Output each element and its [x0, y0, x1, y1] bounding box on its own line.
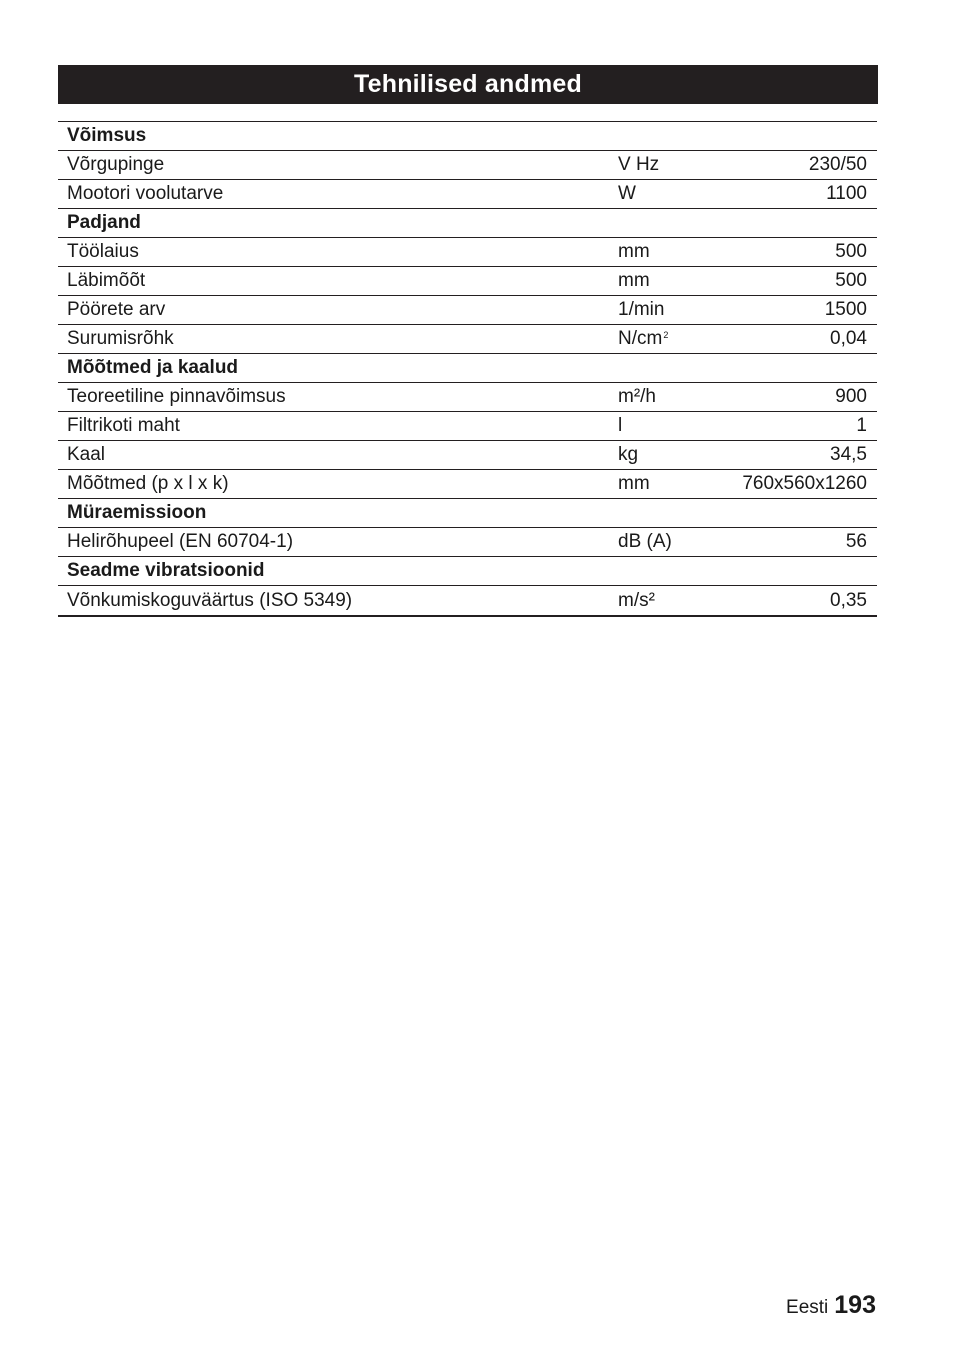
- page-title: [58, 65, 878, 104]
- page-title-text: Tehnilised andmed: [354, 70, 582, 98]
- table-row: [58, 412, 877, 441]
- value-cell: 1: [856, 415, 867, 436]
- page-number: 193: [834, 1291, 876, 1319]
- table-row: [58, 383, 877, 412]
- parameter-name: Mõõtmed (p x l x k): [67, 473, 229, 494]
- unit-cell: kg: [618, 444, 639, 465]
- parameter-name: Võrgupinge: [67, 154, 165, 175]
- parameter-name: Läbimõõt: [67, 270, 146, 291]
- table-row: [58, 151, 877, 180]
- table-row: [58, 586, 877, 615]
- parameter-name: Surumisrõhk: [67, 328, 174, 349]
- section-label: Seadme vibratsioonid: [67, 560, 265, 581]
- page-footer: [786, 1291, 876, 1320]
- value-cell: 1500: [824, 299, 867, 320]
- value-cell: 900: [835, 386, 867, 407]
- parameter-name: Filtrikoti maht: [67, 415, 180, 436]
- table-row: [58, 470, 877, 499]
- value-cell: 0,35: [830, 589, 867, 611]
- parameter-name: Töölaius: [67, 241, 139, 262]
- section-row-pad: [58, 209, 877, 238]
- value-cell: 230/50: [808, 154, 867, 175]
- unit-text: N/cm: [618, 328, 663, 349]
- unit-cell: mm: [618, 473, 650, 494]
- value-cell: 0,04: [830, 328, 867, 349]
- parameter-name: Mootori voolutarve: [67, 183, 224, 204]
- section-label: Mõõtmed ja kaalud: [67, 357, 239, 378]
- table-row: [58, 180, 877, 209]
- section-label: Padjand: [67, 212, 141, 233]
- unit-cell: [618, 328, 718, 350]
- unit-cell: l: [618, 415, 623, 436]
- parameter-name: Kaal: [67, 444, 106, 465]
- parameter-name: Võnkumiskoguväärtus (ISO 5349): [67, 589, 353, 611]
- unit-cell: mm: [618, 241, 650, 262]
- unit-cell: V Hz: [618, 154, 660, 175]
- table-row: [58, 528, 877, 557]
- section-row-vibrations: [58, 557, 877, 586]
- section-row-power: [58, 122, 877, 151]
- table-row: [58, 296, 877, 325]
- table-row: [58, 325, 877, 354]
- unit-superscript: 2: [663, 330, 669, 340]
- unit-cell: m²/h: [618, 386, 656, 407]
- table-row: [58, 238, 877, 267]
- footer-language: Eesti: [786, 1297, 829, 1318]
- technical-data-table: [58, 121, 877, 617]
- table-row: [58, 267, 877, 296]
- value-cell: 500: [835, 241, 867, 262]
- table-row: [58, 441, 877, 470]
- parameter-name: Helirõhupeel (EN 60704-1): [67, 531, 294, 552]
- value-cell: 500: [835, 270, 867, 291]
- section-row-dimensions: [58, 354, 877, 383]
- section-label: Müraemissioon: [67, 502, 207, 523]
- value-cell: 760x560x1260: [742, 473, 867, 494]
- parameter-name: Teoreetiline pinnavõimsus: [67, 386, 286, 407]
- value-cell: 1100: [826, 183, 867, 204]
- section-label: Võimsus: [67, 125, 147, 146]
- section-row-noise: [58, 499, 877, 528]
- unit-cell: dB (A): [618, 531, 672, 552]
- unit-cell: m/s²: [618, 589, 655, 611]
- value-cell: 56: [845, 531, 867, 552]
- value-cell: 34,5: [830, 444, 867, 465]
- unit-cell: 1/min: [618, 299, 665, 320]
- unit-cell: mm: [618, 270, 650, 291]
- parameter-name: Pöörete arv: [67, 299, 166, 320]
- unit-cell: W: [618, 183, 636, 204]
